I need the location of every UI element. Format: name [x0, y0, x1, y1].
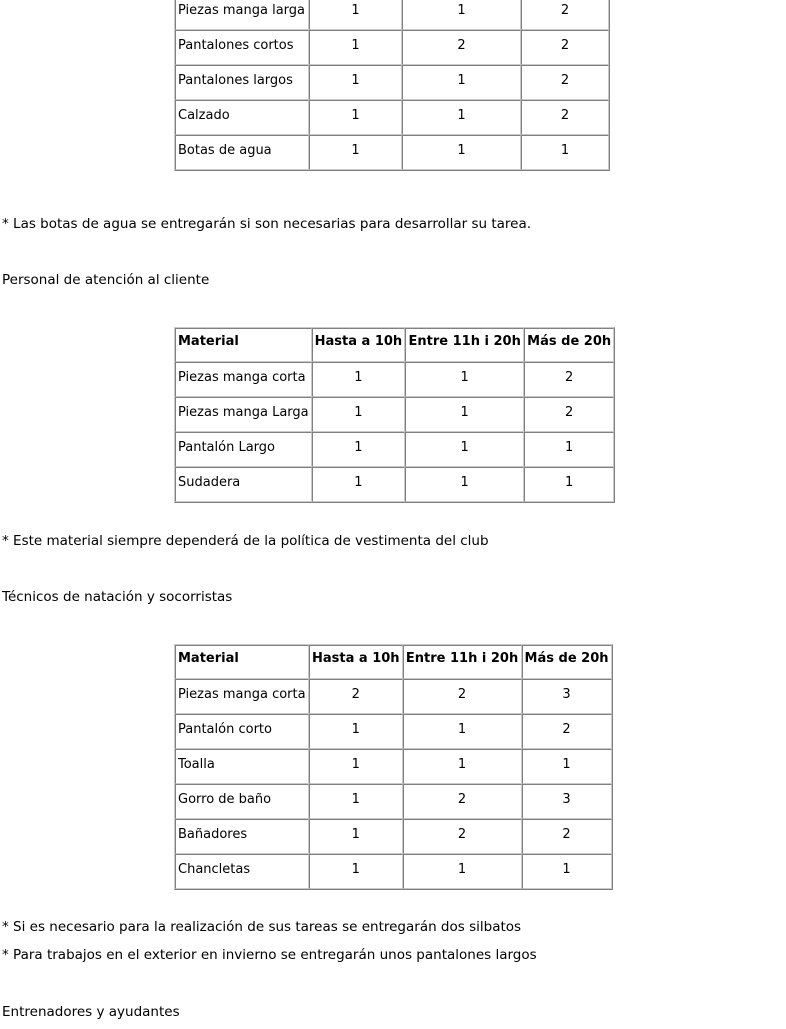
table-cell-quantity: 2	[403, 819, 522, 854]
table-cell-quantity: 1	[402, 135, 521, 170]
table-cell-material: Calzado	[175, 100, 309, 135]
table-cell-quantity: 1	[402, 100, 521, 135]
table-top-body	[175, 0, 609, 170]
table-cell-material: Pantalón Largo	[175, 432, 312, 467]
table-cell-quantity: 1	[309, 135, 402, 170]
table-cell-quantity: 1	[312, 467, 406, 502]
table-cell-quantity: 1	[403, 854, 522, 889]
table-cell-quantity: 1	[402, 65, 521, 100]
table-cell-quantity: 2	[403, 679, 522, 714]
table-cell-quantity: 1	[403, 749, 522, 784]
header-material: Material	[175, 328, 312, 362]
table-row	[175, 135, 609, 170]
header-mas-20h: Más de 20h	[522, 645, 612, 679]
table-cell-quantity: 2	[524, 362, 614, 397]
note-politica-vestimenta: * Este material siempre dependerá de la política de vestimenta del club	[2, 533, 489, 549]
table-header-row	[175, 645, 612, 679]
table-row	[175, 0, 609, 30]
table-cell-quantity: 1	[309, 0, 402, 30]
table-cell-material: Piezas manga Larga	[175, 397, 312, 432]
table-cell-quantity: 3	[522, 679, 612, 714]
table-cell-quantity: 1	[312, 362, 406, 397]
table-cell-material: Pantalón corto	[175, 714, 309, 749]
table-cell-material: Chancletas	[175, 854, 309, 889]
table-header-row	[175, 328, 614, 362]
table-cell-quantity: 1	[405, 397, 524, 432]
header-mas-20h: Más de 20h	[524, 328, 614, 362]
table-row	[175, 714, 612, 749]
table-row	[175, 432, 614, 467]
table-cell-quantity: 1	[405, 362, 524, 397]
table-row	[175, 30, 609, 65]
table-cell-quantity: 1	[312, 397, 406, 432]
table-cell-material: Bañadores	[175, 819, 309, 854]
table-cell-quantity: 2	[403, 784, 522, 819]
note-pantalones-largos: * Para trabajos en el exterior en invierno se entregarán unos pantalones largos	[2, 947, 537, 963]
table-row	[175, 854, 612, 889]
table-tecnicos-body	[175, 679, 612, 889]
table-row	[175, 819, 612, 854]
table-cell-quantity: 1	[405, 432, 524, 467]
material-table-top	[174, 0, 610, 171]
table-cell-quantity: 1	[309, 749, 403, 784]
table-cell-quantity: 2	[524, 397, 614, 432]
section-heading-entrenadores: Entrenadores y ayudantes	[2, 1004, 180, 1020]
note-silbatos: * Si es necesario para la realización de sus tareas se entregarán dos silbatos	[2, 919, 522, 935]
table-cell-quantity: 2	[521, 0, 609, 30]
table-cell-quantity: 1	[522, 854, 612, 889]
section-heading-tecnicos-natacion: Técnicos de natación y socorristas	[2, 589, 233, 605]
table-cell-quantity: 1	[309, 784, 403, 819]
table-row	[175, 467, 614, 502]
table-cell-quantity: 1	[309, 854, 403, 889]
table-cell-quantity: 2	[521, 30, 609, 65]
header-hasta-10h: Hasta a 10h	[312, 328, 406, 362]
header-hasta-10h: Hasta a 10h	[309, 645, 403, 679]
table-cell-quantity: 1	[405, 467, 524, 502]
material-table-atencion-cliente	[174, 327, 615, 503]
table-cell-quantity: 1	[524, 432, 614, 467]
table-row	[175, 679, 612, 714]
table-cell-quantity: 2	[522, 819, 612, 854]
note-botas-de-agua: * Las botas de agua se entregarán si son necesarias para desarrollar su tarea.	[2, 216, 532, 232]
table-cell-quantity: 1	[309, 30, 402, 65]
table-cell-material: Piezas manga corta	[175, 679, 309, 714]
table-row	[175, 100, 609, 135]
header-entre-11h-20h: Entre 11h i 20h	[405, 328, 524, 362]
table-cell-quantity: 1	[309, 100, 402, 135]
table-cell-quantity: 1	[524, 467, 614, 502]
table-cell-material: Botas de agua	[175, 135, 309, 170]
table-cell-material: Piezas manga larga	[175, 0, 309, 30]
table-cell-quantity: 1	[522, 749, 612, 784]
table-cell-material: Sudadera	[175, 467, 312, 502]
table-cell-quantity: 1	[309, 65, 402, 100]
table-cell-quantity: 2	[522, 714, 612, 749]
table-cell-material: Gorro de baño	[175, 784, 309, 819]
header-material: Material	[175, 645, 309, 679]
table-cell-material: Pantalones cortos	[175, 30, 309, 65]
table-cell-material: Piezas manga corta	[175, 362, 312, 397]
material-table-tecnicos-natacion	[174, 644, 613, 890]
table-cell-material: Pantalones largos	[175, 65, 309, 100]
table-cell-quantity: 1	[309, 819, 403, 854]
table-cell-quantity: 2	[521, 65, 609, 100]
table-row	[175, 397, 614, 432]
table-cell-quantity: 1	[403, 714, 522, 749]
table-cell-quantity: 1	[309, 714, 403, 749]
table-cell-quantity: 1	[312, 432, 406, 467]
table-row	[175, 784, 612, 819]
table-cliente-body	[175, 362, 614, 502]
table-cell-quantity: 2	[402, 30, 521, 65]
table-row	[175, 65, 609, 100]
table-row	[175, 749, 612, 784]
table-row	[175, 362, 614, 397]
table-cell-quantity: 1	[402, 0, 521, 30]
section-heading-atencion-cliente: Personal de atención al cliente	[2, 272, 210, 288]
header-entre-11h-20h: Entre 11h i 20h	[403, 645, 522, 679]
table-cell-quantity: 2	[521, 100, 609, 135]
table-cell-quantity: 1	[521, 135, 609, 170]
table-cell-material: Toalla	[175, 749, 309, 784]
table-cell-quantity: 3	[522, 784, 612, 819]
table-cell-quantity: 2	[309, 679, 403, 714]
